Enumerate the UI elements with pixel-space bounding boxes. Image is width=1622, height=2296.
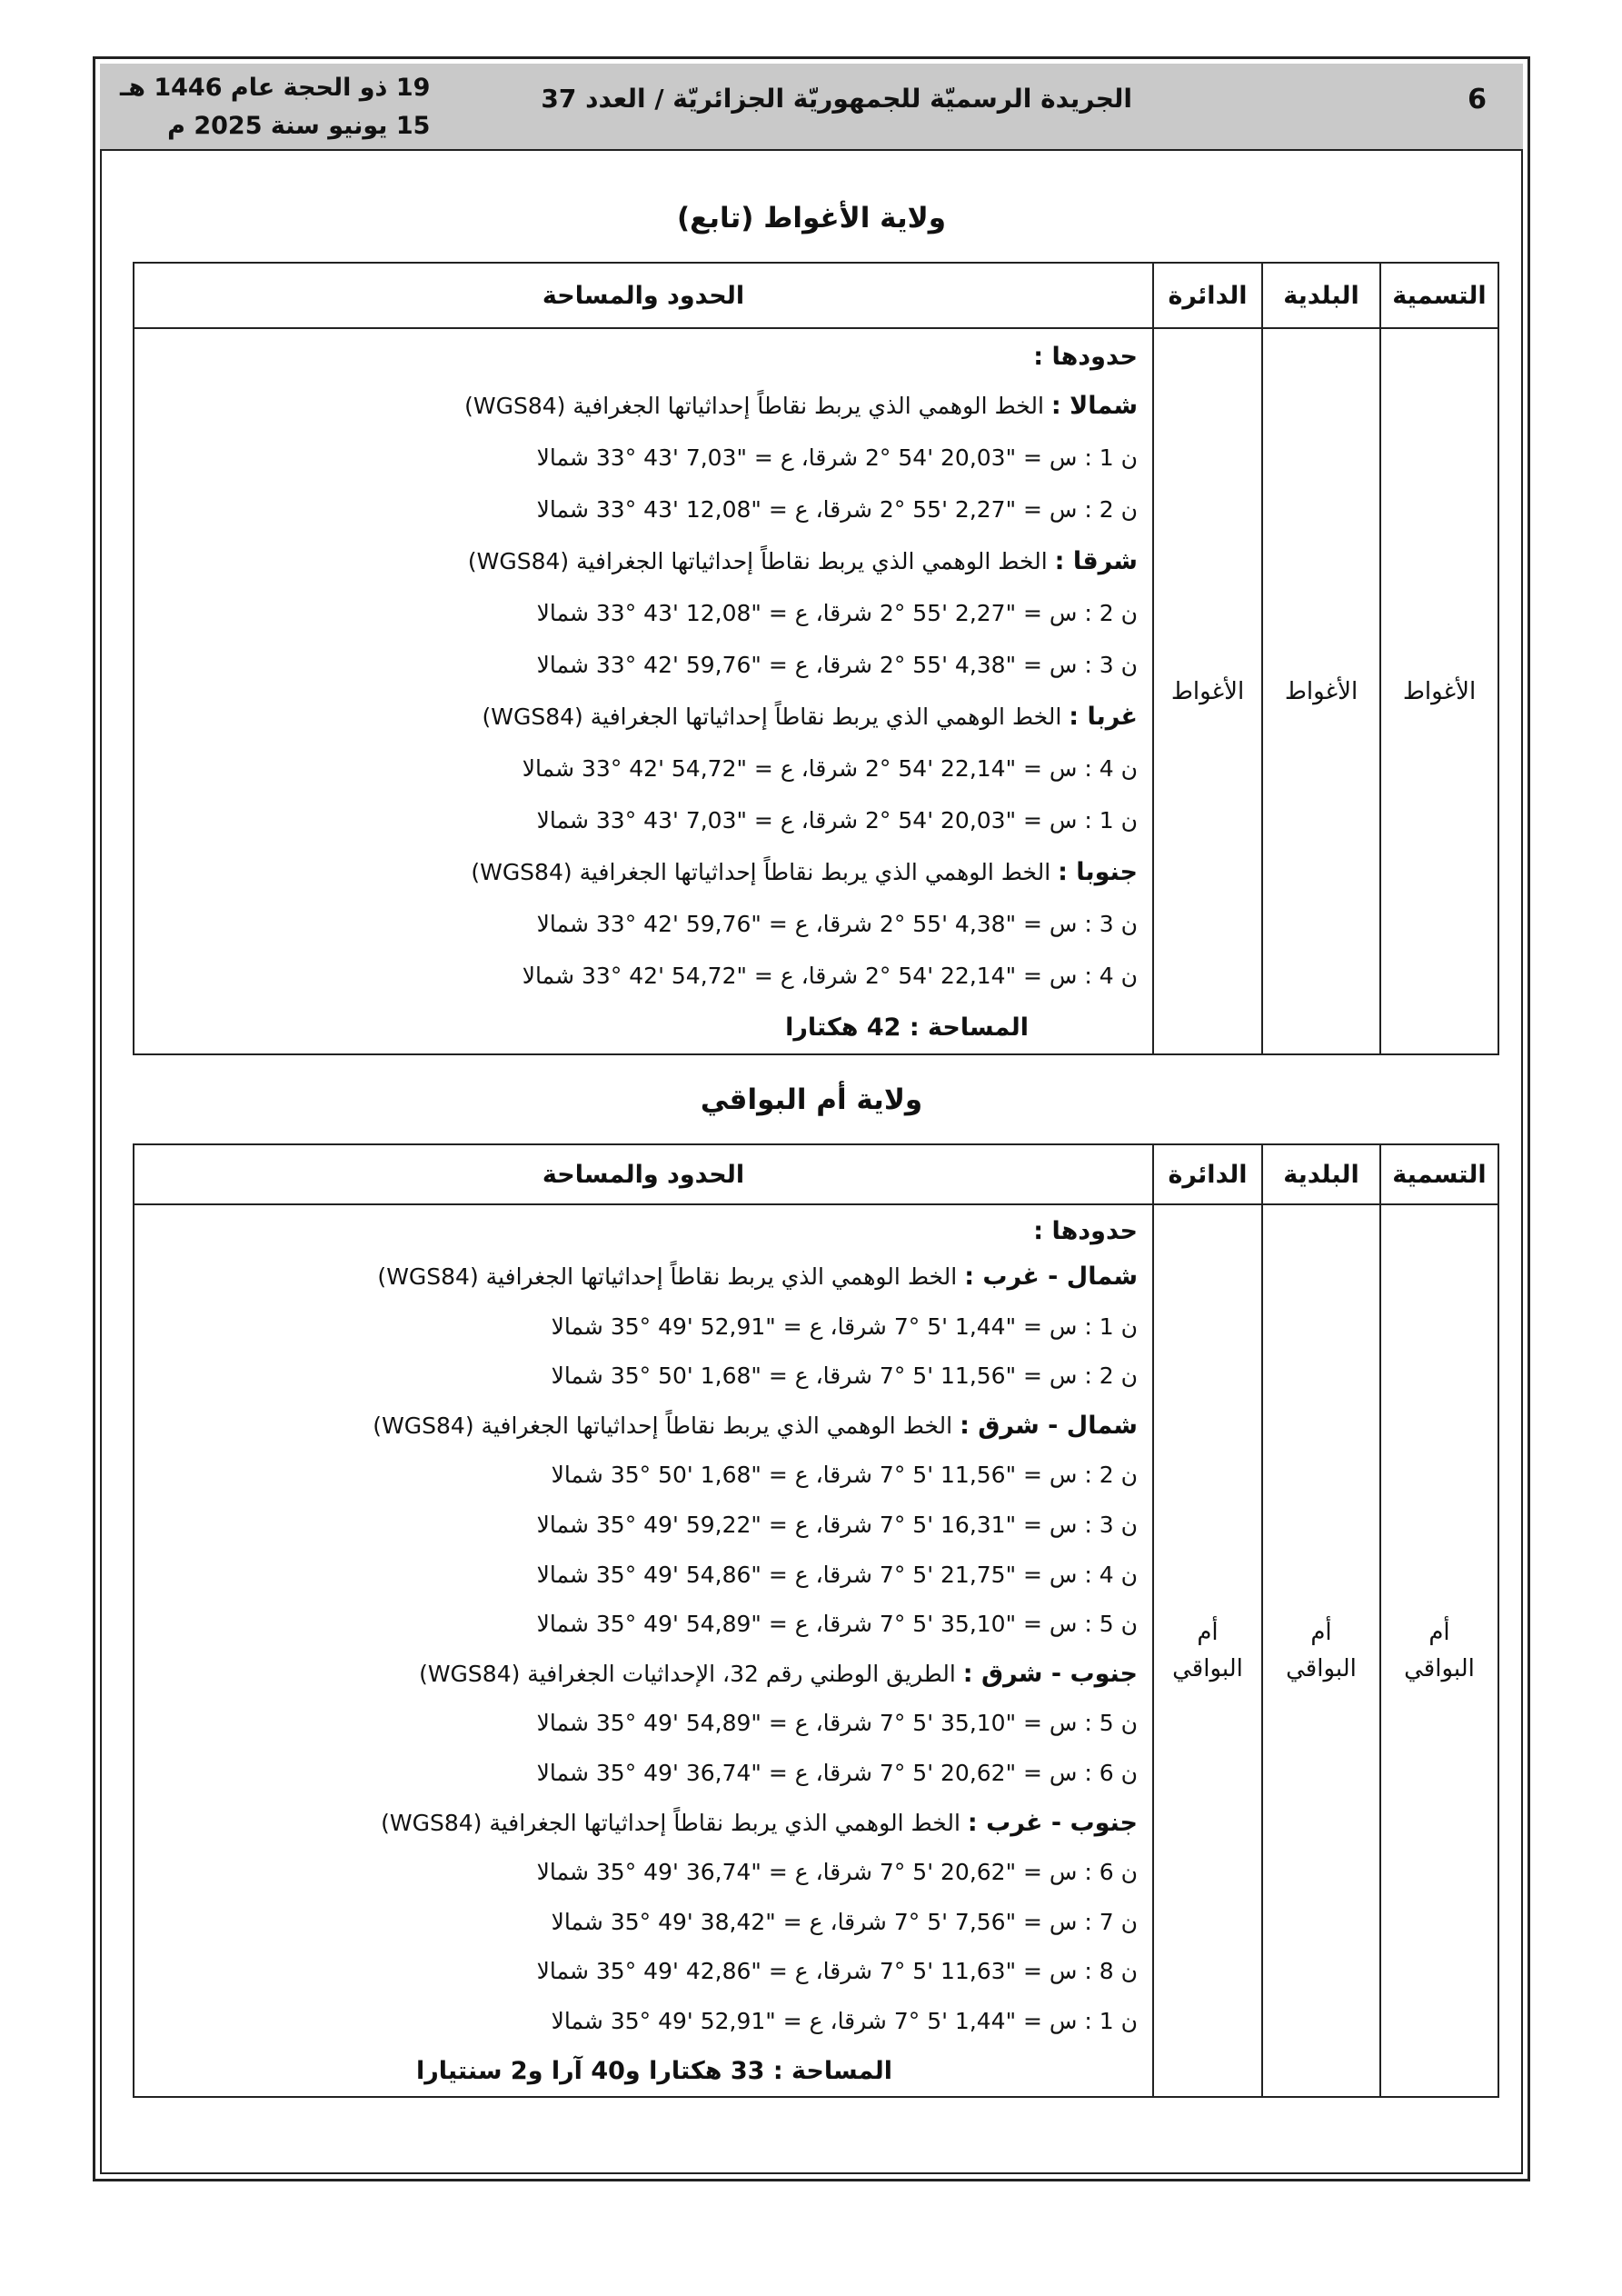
coordinate-line: ن 4 : س = "22,14 '54 °2 شرقا، ع = "54,72 '42 °33 شمالا [522, 963, 1138, 989]
coordinate-line: ن 2 : س = "2,27 '55 °2 شرقا، ع = "12,08 '43 °33 شمالا [536, 496, 1138, 523]
direction-label: جنوب - شرق : [962, 1659, 1138, 1688]
bounds-line [144, 691, 1138, 743]
direction-label: جنوب - غرب : [967, 1808, 1138, 1837]
coordinate-line: ن 4 : س = "21,75 '5 °7 شرقا، ع = "54,86 '49 °35 شمالا [536, 1561, 1138, 1588]
direction-label: شمال - غرب : [964, 1263, 1138, 1291]
line-text: الخط الوهمي الذي يربط نقاطاً إحداثياتها الجغرافية (WGS84) [381, 1809, 968, 1836]
coordinate-line: ن 1 : س = "1,44 '5 °7 شرقا، ع = "52,91 '49 °35 شمالا [551, 2007, 1138, 2034]
cell-daira-line2: البواقي [1172, 1655, 1243, 1683]
coordinate-line: ن 5 : س = "35,10 '5 °7 شرقا، ع = "54,89 '49 °35 شمالا [536, 1611, 1138, 1638]
page-header [100, 64, 1523, 151]
line-text: الخط الوهمي الذي يربط نقاطاً إحداثياتها الجغرافية (WGS84) [373, 1412, 960, 1439]
cell-commune-line2: البواقي [1286, 1655, 1357, 1683]
table-laghouat [133, 262, 1499, 1055]
table-header-row [134, 263, 1498, 328]
cell-daira: الأغواط [1153, 328, 1262, 1054]
col-header-daira: الدائرة [1153, 263, 1262, 328]
direction-label: شمال - شرق : [960, 1411, 1138, 1440]
coordinate-line: ن 3 : س = "4,38 '55 °2 شرقا، ع = "59,76 '42 °33 شمالا [536, 652, 1138, 678]
date-hijri: 19 ذو الحجة عام 1446 هـ [120, 74, 431, 102]
direction-label: غربا : [1069, 703, 1138, 731]
cell-daira-line1: أم [1197, 1619, 1219, 1647]
coordinate-line: ن 1 : س = "20,03 '54 °2 شرقا، ع = "7,03 '43 °33 شمالا [536, 444, 1138, 471]
coordinate-line: ن 6 : س = "20,62 '5 °7 شرقا، ع = "36,74 '49 °35 شمالا [536, 1859, 1138, 1886]
bounds-line [144, 846, 1138, 898]
table-header-row [134, 1144, 1498, 1204]
cell-daira [1153, 1204, 1262, 2097]
coordinate-line: ن 3 : س = "4,38 '55 °2 شرقا، ع = "59,76 '42 °33 شمالا [536, 911, 1138, 937]
coordinate-line: ن 2 : س = "2,27 '55 °2 شرقا، ع = "12,08 '43 °33 شمالا [536, 600, 1138, 626]
cell-bounds [134, 1204, 1153, 2097]
table-row [134, 1204, 1498, 2097]
date-gregorian: 15 يونيو سنة 2025 م [167, 112, 431, 140]
cell-commune-line1: أم [1310, 1619, 1332, 1647]
coordinate-line: ن 8 : س = "11,63 '5 °7 شرقا، ع = "42,86 '49 °35 شمالا [536, 1958, 1138, 1985]
coordinate-line: ن 1 : س = "20,03 '54 °2 شرقا، ع = "7,03 '43 °33 شمالا [536, 807, 1138, 834]
area-total: المساحة : 33 هكتارا و40 آرا و2 سنتيارا [415, 2056, 892, 2085]
line-text: الخط الوهمي الذي يربط نقاطاً إحداثياتها الجغرافية (WGS84) [467, 548, 1055, 574]
coordinate-line: ن 2 : س = "11,56 '5 °7 شرقا، ع = "1,68 '50 °35 شمالا [551, 1462, 1138, 1489]
coordinate-line: ن 6 : س = "20,62 '5 °7 شرقا، ع = "36,74 '49 °35 شمالا [536, 1759, 1138, 1786]
direction-label: شمالا : [1050, 392, 1138, 420]
bounds-intro: حدودها : [1033, 1217, 1138, 1245]
col-header-name: التسمية [1380, 1144, 1498, 1204]
bounds-line [144, 535, 1138, 587]
cell-name: الأغواط [1380, 328, 1498, 1054]
coordinate-line: ن 5 : س = "35,10 '5 °7 شرقا، ع = "54,89 '49 °35 شمالا [536, 1710, 1138, 1737]
line-text: الخط الوهمي الذي يربط نقاطاً إحداثياتها الجغرافية (WGS84) [471, 859, 1059, 885]
col-header-daira: الدائرة [1153, 1144, 1262, 1204]
col-header-commune: البلدية [1262, 263, 1380, 328]
cell-bounds [134, 328, 1153, 1054]
col-header-name: التسمية [1380, 263, 1498, 328]
coordinate-line: ن 7 : س = "7,56 '5 °7 شرقا، ع = "38,42 '49 °35 شمالا [551, 1908, 1138, 1935]
cell-name [1380, 1204, 1498, 2097]
col-header-commune: البلدية [1262, 1144, 1380, 1204]
area-total: المساحة : 42 هكتارا [785, 1013, 1029, 1042]
bounds-line [144, 380, 1138, 432]
issue-date [120, 69, 430, 145]
line-text: الخط الوهمي الذي يربط نقاطاً إحداثياتها الجغرافية (WGS84) [482, 704, 1070, 730]
coordinate-line: ن 1 : س = "1,44 '5 °7 شرقا، ع = "52,91 '49 °35 شمالا [551, 1313, 1138, 1340]
bounds-line [144, 1402, 1138, 1452]
coordinate-line: ن 3 : س = "16,31 '5 °7 شرقا، ع = "59,22 '49 °35 شمالا [536, 1511, 1138, 1538]
cell-commune: الأغواط [1262, 328, 1380, 1054]
table-oum-el-bouaghi [133, 1143, 1499, 2098]
coordinate-line: ن 4 : س = "22,14 '54 °2 شرقا، ع = "54,72 '42 °33 شمالا [522, 755, 1138, 782]
cell-commune [1262, 1204, 1380, 2097]
bounds-line [144, 1650, 1138, 1700]
bounds-line [144, 1253, 1138, 1303]
table-row [134, 328, 1498, 1054]
page-number: 6 [1468, 84, 1487, 115]
section-title-oum-el-bouaghi: ولاية أم البواقي [700, 1083, 923, 1116]
direction-label: جنوبا : [1058, 858, 1138, 886]
col-header-bounds: الحدود والمساحة [134, 1144, 1153, 1204]
bounds-line [144, 1799, 1138, 1849]
direction-label: شرقا : [1054, 547, 1138, 575]
bounds-intro: حدودها : [1033, 343, 1138, 371]
journal-title: الجريدة الرسميّة للجمهوريّة الجزائريّة / العدد 37 [541, 84, 1132, 114]
line-text: الطريق الوطني رقم 32، الإحداثيات الجغرافية (WGS84) [419, 1660, 963, 1687]
cell-name-line2: البواقي [1404, 1655, 1475, 1683]
coordinate-line: ن 2 : س = "11,56 '5 °7 شرقا، ع = "1,68 '50 °35 شمالا [551, 1363, 1138, 1390]
col-header-bounds: الحدود والمساحة [134, 263, 1153, 328]
section-title-laghouat: ولاية الأغواط (تابع) [677, 202, 946, 235]
line-text: الخط الوهمي الذي يربط نقاطاً إحداثياتها الجغرافية (WGS84) [377, 1263, 965, 1290]
line-text: الخط الوهمي الذي يربط نقاطاً إحداثياتها الجغرافية (WGS84) [464, 393, 1051, 419]
cell-name-line1: أم [1428, 1619, 1450, 1647]
